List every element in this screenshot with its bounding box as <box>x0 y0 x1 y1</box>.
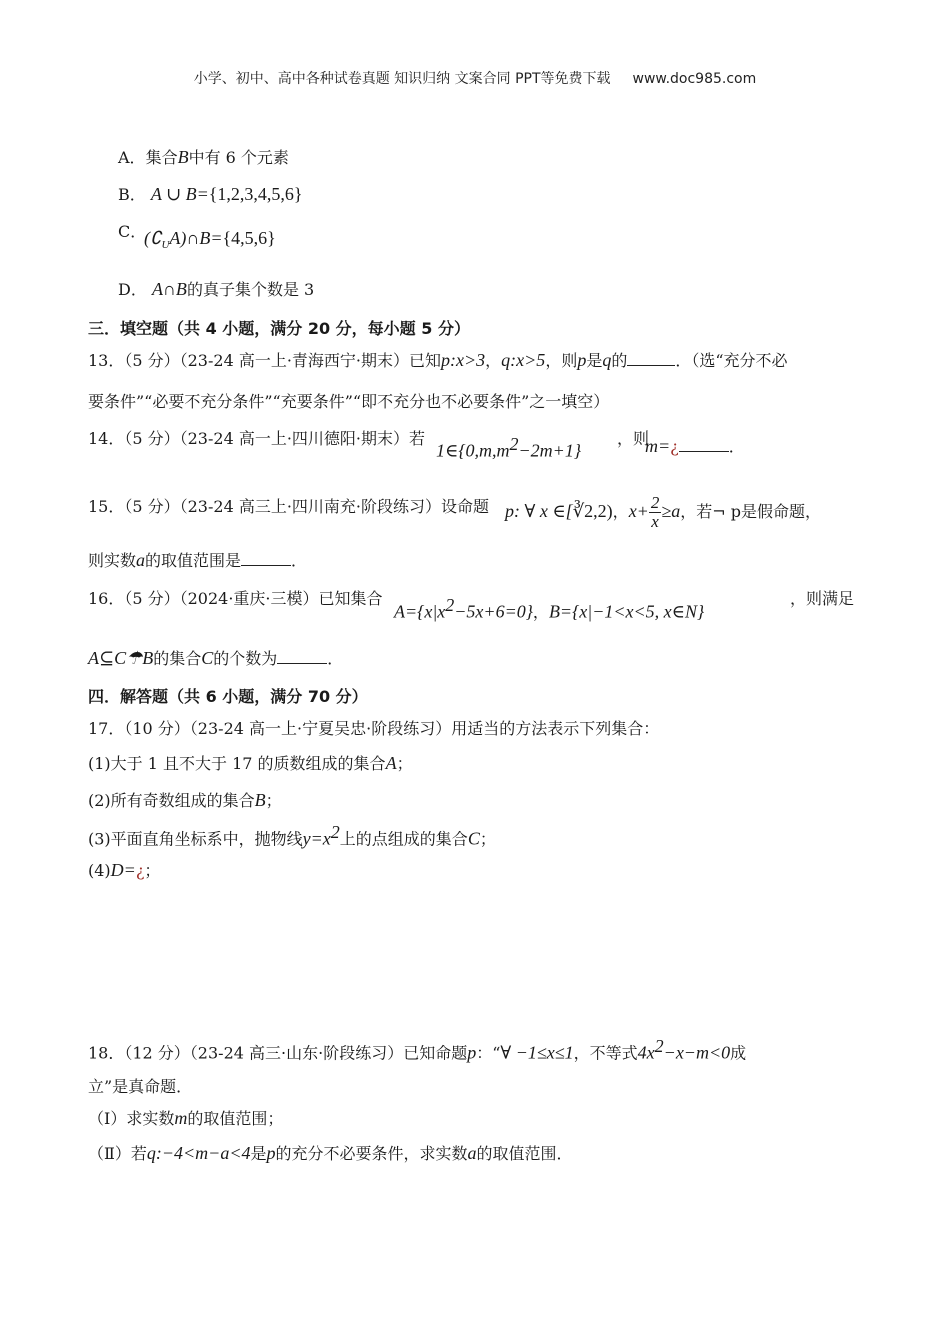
q16-sq: 2 <box>445 595 455 615</box>
question-18 <box>88 1036 746 1063</box>
q18-i2d: 的取值范围． <box>476 1144 573 1163</box>
q17-s3m: y=x <box>302 828 331 849</box>
q13-is: 是 <box>586 351 603 370</box>
q13-q: q:x>5 <box>501 350 546 370</box>
q18-ineq: 4x <box>637 1042 655 1063</box>
q17-sub3 <box>88 822 496 849</box>
q17-s3v: C <box>467 828 480 849</box>
q17-sub1 <box>88 751 413 774</box>
q18-i1v: m <box>174 1108 188 1128</box>
q18-colon: ：“ <box>476 1043 501 1063</box>
option-c-math2: A)∩B= <box>169 228 223 248</box>
q15-tail: ，若¬ p是假命题， <box>680 502 821 521</box>
section-4-title: 四．解答题（共 6 小题，满分 70 分） <box>88 687 368 706</box>
q17-s3a: (3)平面直角坐标系中，抛物线 <box>88 829 303 849</box>
q18-i1b: 的取值范围； <box>187 1109 284 1128</box>
q13-mid: ，则 <box>545 351 578 370</box>
option-a-text2: 中有 6 个元素 <box>188 148 289 167</box>
q14-math <box>436 434 581 461</box>
q14-answer-blank[interactable] <box>679 437 729 452</box>
option-b-math: A ∪ B= <box>150 184 209 204</box>
q15-root: ∛2 <box>572 501 594 521</box>
q18-ineq2: −x−m<0 <box>663 1042 731 1063</box>
q18-part1 <box>88 1106 283 1129</box>
option-d-label: D． <box>118 280 147 299</box>
q15-line2a: 则实数 <box>88 551 137 570</box>
page-header <box>0 68 950 88</box>
q17-s1b: ； <box>396 754 413 773</box>
q16-tail: ，则满足 <box>790 589 855 608</box>
option-c-label-row <box>118 219 146 242</box>
q13-de: 的 <box>611 351 628 370</box>
section-3-title: 三．填空题（共 4 小题，满分 20 分，每小题 5 分） <box>88 319 470 338</box>
option-c-label: C． <box>118 222 147 241</box>
question-15 <box>88 494 489 517</box>
option-a <box>118 145 289 168</box>
option-c-set: {4,5,6} <box>222 228 276 248</box>
q16-prefix: 16．（5 分）（2024·重庆·三模）已知集合 <box>88 589 383 608</box>
q18-tail: 成 <box>730 1043 747 1063</box>
q18-part2 <box>88 1141 573 1164</box>
q13-tail: ．（选“充分不必 <box>675 351 788 370</box>
q17-s2b: ； <box>265 791 282 810</box>
q15-num: 2 <box>650 493 660 512</box>
q16-c: C <box>201 648 214 668</box>
option-d <box>118 277 314 300</box>
q14-set: 1∈{0,m,m <box>436 440 510 461</box>
header-site-link[interactable]: www.doc985.com <box>632 71 757 87</box>
option-b-label: B． <box>118 185 146 204</box>
q18-line2: 立”是真命题． <box>88 1077 193 1096</box>
q15-comma: ， <box>612 502 629 521</box>
q16-math: $A=\{x|x^2-5x+6=0\}$，B={x|−1<x<5, x∈N} <box>394 595 705 622</box>
q14-then-text: ，则 <box>617 429 650 448</box>
q14-end: ． <box>728 437 745 456</box>
q16-set-a: A={x|x <box>394 601 446 622</box>
q13-p: p:x>3 <box>441 350 486 370</box>
q16-line2b: 的集合 <box>153 649 202 668</box>
q17-sub2 <box>88 788 282 811</box>
q16-line2 <box>88 646 343 669</box>
q17-s2a: (2)所有奇数组成的集合 <box>88 791 255 810</box>
option-d-math: A∩B <box>151 279 187 299</box>
q17-s3sq: 2 <box>330 822 340 842</box>
header-text: 小学、初中、高中各种试卷真题 知识归纳 文案合同 PPT等免费下载 <box>193 71 611 87</box>
q15-x: x+ <box>628 501 649 521</box>
q18-prefix: 18．（12 分）（23-24 高三·山东·阶段练习）已知命题 <box>88 1043 468 1063</box>
q15-p: p: ∀ x ∈[ <box>505 501 573 521</box>
q14-sq: 2 <box>509 434 519 454</box>
option-c-sub: U <box>161 239 170 252</box>
q18-forall: ∀ −1≤x≤1 <box>500 1042 574 1063</box>
q17-s4b: ； <box>144 861 161 880</box>
q18-i2a: （Ⅱ）若 <box>88 1144 147 1163</box>
q18-mid: ，不等式 <box>573 1043 638 1063</box>
q15-answer-blank[interactable] <box>241 551 291 566</box>
q15-prefix: 15．（5 分）（23-24 高三上·四川南充·阶段练习）设命题 <box>88 497 490 516</box>
q13-line2: 要条件”“必要不充分条件”“充要条件”“即不充分也不必要条件”之一填空） <box>88 392 610 411</box>
q13-answer-blank[interactable] <box>627 351 675 366</box>
q17-s4a: (4) <box>88 861 111 880</box>
q15-ge: ≥a <box>661 501 681 521</box>
q14-m: m= <box>645 436 671 456</box>
q14-rest: −2m+1} <box>518 440 582 461</box>
q13-p2: p <box>577 350 587 370</box>
option-d-text: 的真子集个数是 3 <box>186 280 315 299</box>
q14-prefix: 14．（5 分）（23-24 高一上·四川德阳·期末）若 <box>88 429 426 448</box>
q15-den: x <box>651 512 659 531</box>
q15-line2 <box>88 548 307 571</box>
q17-s4m: D= <box>110 860 136 880</box>
q15-a: a <box>136 550 146 570</box>
q18-p: p <box>467 1042 477 1063</box>
question-16 <box>88 586 383 609</box>
q15-math <box>505 494 821 531</box>
q13-sep: ， <box>485 351 502 370</box>
q18-i2m: q:−4<m−a<4 <box>146 1143 251 1163</box>
option-c <box>144 228 276 251</box>
q15-line2b: 的取值范围是 <box>145 551 242 570</box>
q13-q2: q <box>602 350 612 370</box>
question-14 <box>88 426 425 449</box>
q15-end: ． <box>291 551 308 570</box>
q15-fraction <box>649 494 662 531</box>
q18-i1a: （Ⅰ）求实数 <box>88 1109 175 1128</box>
q13-prefix: 13．（5 分）（23-24 高一上·青海西宁·期末）已知 <box>88 351 442 370</box>
q16-answer-blank[interactable] <box>277 649 327 664</box>
q17-sub4 <box>88 858 160 881</box>
q14-inv: ¿ <box>670 437 679 456</box>
q16-subset: A⊆C☂B <box>88 648 154 668</box>
question-17-title: 17．（10 分）（23-24 高一上·宁夏吴忠·阶段练习）用适当的方法表示下列集合： <box>88 719 660 738</box>
option-b <box>118 182 303 205</box>
q17-s1a: (1)大于 1 且不大于 17 的质数组成的集合 <box>88 754 386 773</box>
q15-p2: ,2) <box>593 501 613 521</box>
q18-i2b: 是 <box>250 1144 267 1163</box>
q17-s1v: A <box>385 753 397 773</box>
q18-i2v: a <box>467 1143 477 1163</box>
option-a-label: A． <box>118 148 146 167</box>
q17-s3c: ； <box>479 829 496 849</box>
q17-s4inv: ¿ <box>135 861 145 880</box>
q17-s3b: 上的点组成的集合 <box>339 829 468 849</box>
question-13 <box>88 348 788 371</box>
option-b-set: {1,2,3,4,5,6} <box>208 184 303 204</box>
q16-set-a2: −5x+6=0} <box>454 601 533 622</box>
q14-answer <box>645 434 745 457</box>
q18-i2p: p <box>266 1143 276 1163</box>
q18-i2c: 的充分不必要条件，求实数 <box>275 1144 468 1163</box>
q16-end: ． <box>327 649 344 668</box>
option-a-var: B <box>177 147 189 167</box>
q18-sq: 2 <box>654 1036 664 1056</box>
q16-set-b: B={x|−1<x<5, x∈N} <box>548 601 705 622</box>
q17-s2v: B <box>254 790 266 810</box>
q16-line2c: 的个数为 <box>213 649 278 668</box>
option-a-text: 集合 <box>145 148 178 167</box>
option-c-math: (∁ <box>144 228 162 248</box>
